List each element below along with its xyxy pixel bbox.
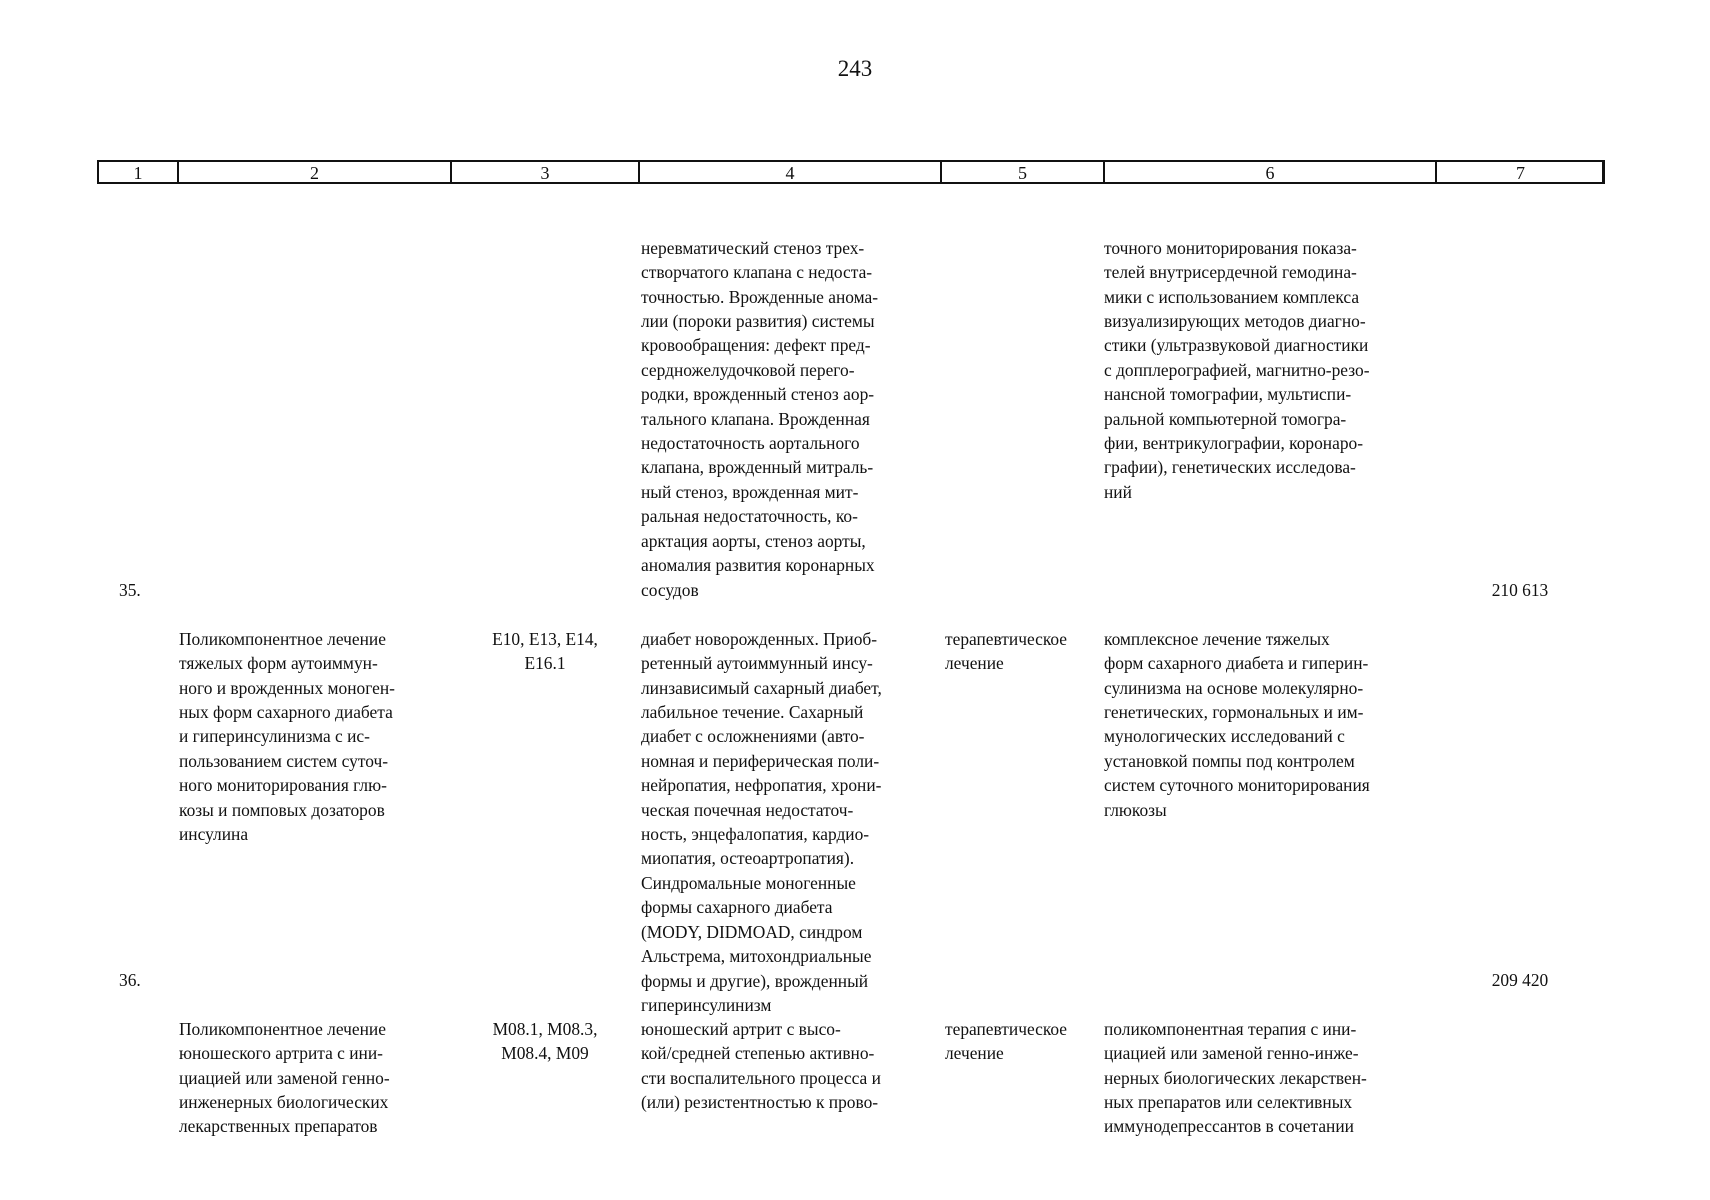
header-col-2: 2: [177, 162, 450, 182]
header-col-3: 3: [450, 162, 638, 182]
row-36-treatment: терапевтическое лечение: [945, 1018, 1068, 1064]
row-35-diagnosis: диабет новорожденных. Приоб- ретенный аутоиммунный инсу- линзависимый сахарный диабет, лабильное течение. Сахарный диабет с осложнениями (авто- номная и периферическая поли- нейропатия, нефропатия, хрони- ческая почечная недостаточ- ность, энцефалопатия, кардио- миопатия, остеоартропатия). Синдромальные моногенные формы сахарного диабета (MODY, DIDMOAD, синдром Альстрема, митохондриальные формы и другие), врожденный гиперинсулинизм: [641, 628, 882, 1015]
header-col-4: 4: [638, 162, 940, 182]
continuation-diagnosis: неревматический стеноз трех- створчатого клапана с недоста- точностью. Врожденные анома- лии (пороки развития) системы кровообращения: дефект пред- сердножелудочковой перего- родки, врожденный стеноз аор- тального клапана. Врожденная недостаточность аортального клапана, врожденный митраль- ный стеноз, врожденная мит- ральная недостаточность, ко- арктация аорты, стеноз аорты, аномалия развития коронарных сосудов: [641, 237, 879, 600]
row-35-name: Поликомпонентное лечение тяжелых форм аутоиммун- ного и врожденных моноген- ных форм сахарного диабета и гиперинсулинизма с ис- пользованием систем суточ- ного мониторирования глю- козы и помповых дозаторов инсулина: [179, 628, 395, 845]
row-36-codes: M08.1, M08.3, M08.4, M09: [492, 1018, 598, 1064]
row-35-cost: 210 613: [1491, 580, 1549, 600]
continuation-method: точного мониторирования показа- телей внутрисердечной гемодина- мики с использованием комплекса визуализирующих методов диагно- стики (ультразвуковой диагностики с допплерографией, магнитно-резо- нансной томографии, мультиспи- ральной компьютерной томогра- фии, вентрикулографии, коронаро- графии), генетических исследова- ний: [1104, 237, 1370, 502]
page-number: 243: [837, 56, 873, 81]
row-35-number: 35.: [119, 580, 141, 600]
row-35-codes: E10, E13, E14, E16.1: [492, 628, 598, 674]
header-col-6: 6: [1103, 162, 1435, 182]
row-35-method: комплексное лечение тяжелых форм сахарного диабета и гиперин- сулинизма на основе молекулярно- генетических, гормональных и им- мунологических исследований с установкой помпы под контролем систем суточного мониторирования глюкозы: [1104, 628, 1370, 820]
row-36-diagnosis: юношеский артрит с высо- кой/средней степенью активно- сти воспалительного процесса и (или) резистентностью к прово-: [641, 1018, 881, 1113]
row-36-number: 36.: [119, 970, 141, 990]
table-header: [97, 160, 1605, 184]
row-36-method: поликомпонентная терапия с ини- циацией или заменой генно-инже- нерных биологических лекарствен- ных препаратов или селективных иммунодепрессантов в сочетании: [1104, 1018, 1367, 1137]
header-col-1: 1: [133, 163, 143, 183]
row-36-cost: 209 420: [1491, 970, 1549, 990]
header-col-7: 7: [1435, 162, 1604, 182]
header-col-5: 5: [940, 162, 1103, 182]
row-35-treatment: терапевтическое лечение: [945, 628, 1068, 674]
row-36-name: Поликомпонентное лечение юношеского артрита с ини- циацией или заменой генно- инженерных биологических лекарственных препаратов: [179, 1018, 390, 1137]
